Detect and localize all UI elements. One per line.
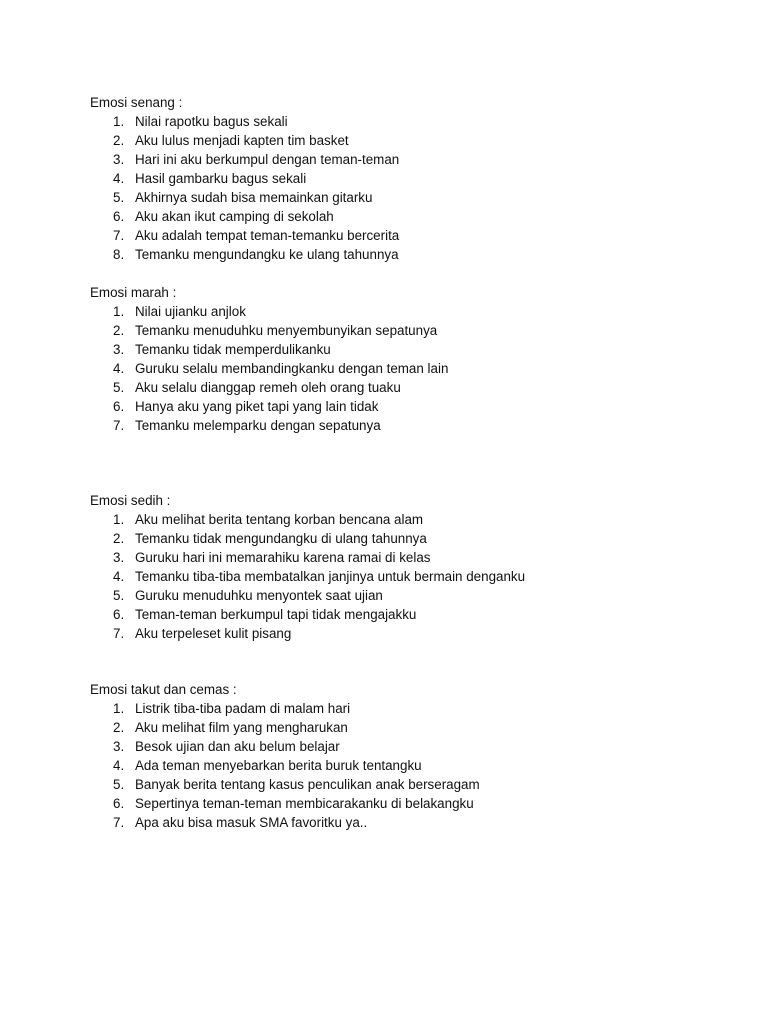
list-item [90, 794, 710, 813]
list-number: 2. [113, 323, 125, 338]
list-number: 2. [113, 133, 125, 148]
section-title: Emosi senang : [90, 95, 183, 110]
section-title: Emosi sedih : [90, 493, 171, 508]
list-text: Temanku mengundangku ke ulang tahunnya [135, 247, 399, 262]
section-emosi-marah [90, 283, 710, 435]
section-emosi-takut-dan-cemas [90, 680, 710, 832]
list-text: Hari ini aku berkumpul dengan teman-teman [135, 152, 400, 167]
list-number: 4. [113, 569, 125, 584]
list-number: 7. [113, 228, 125, 243]
list-item [90, 226, 710, 245]
list-number: 5. [113, 380, 125, 395]
list-number: 4. [113, 361, 125, 376]
list-item [90, 131, 710, 150]
list-item [90, 340, 710, 359]
list-number: 6. [113, 209, 125, 224]
list-item [90, 529, 710, 548]
list-number: 3. [113, 342, 125, 357]
list-item [90, 397, 710, 416]
list-item [90, 756, 710, 775]
numbered-list [90, 302, 710, 435]
list-number: 6. [113, 796, 125, 811]
list-item [90, 302, 710, 321]
list-number: 7. [113, 626, 125, 641]
list-number: 3. [113, 152, 125, 167]
list-text: Aku melihat film yang mengharukan [135, 720, 348, 735]
list-text: Listrik tiba-tiba padam di malam hari [135, 701, 351, 716]
list-item [90, 775, 710, 794]
list-text: Hanya aku yang piket tapi yang lain tidak [135, 399, 379, 414]
list-number: 2. [113, 720, 125, 735]
list-item [90, 150, 710, 169]
list-text: Guruku menuduhku menyontek saat ujian [135, 588, 383, 603]
numbered-list [90, 510, 710, 643]
list-item [90, 699, 710, 718]
list-number: 7. [113, 815, 125, 830]
list-text: Temanku tidak memperdulikanku [135, 342, 331, 357]
list-number: 3. [113, 550, 125, 565]
list-text: Teman-teman berkumpul tapi tidak mengajakku [135, 607, 417, 622]
list-number: 1. [113, 701, 125, 716]
list-text: Ada teman menyebarkan berita buruk tentangku [135, 758, 422, 773]
list-text: Sepertinya teman-teman membicarakanku di belakangku [135, 796, 474, 811]
list-text: Guruku hari ini memarahiku karena ramai di kelas [135, 550, 431, 565]
list-text: Banyak berita tentang kasus penculikan anak berseragam [135, 777, 480, 792]
section-title: Emosi takut dan cemas : [90, 682, 237, 697]
list-number: 1. [113, 304, 125, 319]
list-item [90, 378, 710, 397]
section-title: Emosi marah : [90, 285, 177, 300]
list-item [90, 510, 710, 529]
list-text: Temanku tidak mengundangku di ulang tahunnya [135, 531, 427, 546]
list-text: Aku lulus menjadi kapten tim basket [135, 133, 349, 148]
list-number: 4. [113, 171, 125, 186]
list-text: Nilai ujianku anjlok [135, 304, 246, 319]
list-number: 7. [113, 418, 125, 433]
section-emosi-sedih [90, 491, 710, 643]
list-item [90, 112, 710, 131]
list-text: Besok ujian dan aku belum belajar [135, 739, 340, 754]
list-number: 5. [113, 588, 125, 603]
list-text: Hasil gambarku bagus sekali [135, 171, 307, 186]
list-item [90, 586, 710, 605]
list-number: 6. [113, 399, 125, 414]
numbered-list [90, 112, 710, 264]
list-text: Temanku tiba-tiba membatalkan janjinya untuk bermain denganku [135, 569, 526, 584]
list-number: 5. [113, 190, 125, 205]
list-item [90, 737, 710, 756]
list-text: Akhirnya sudah bisa memainkan gitarku [135, 190, 373, 205]
list-item [90, 718, 710, 737]
list-item [90, 321, 710, 340]
list-number: 6. [113, 607, 125, 622]
list-item [90, 188, 710, 207]
list-text: Guruku selalu membandingkanku dengan teman lain [135, 361, 449, 376]
list-item [90, 567, 710, 586]
list-text: Nilai rapotku bagus sekali [135, 114, 288, 129]
list-item [90, 624, 710, 643]
list-text: Aku melihat berita tentang korban bencana alam [135, 512, 424, 527]
list-item [90, 245, 710, 264]
list-text: Temanku menuduhku menyembunyikan sepatunya [135, 323, 438, 338]
list-item [90, 416, 710, 435]
list-item [90, 548, 710, 567]
list-text: Apa aku bisa masuk SMA favoritku ya.. [135, 815, 368, 830]
list-item [90, 813, 710, 832]
section-emosi-senang [90, 93, 710, 264]
list-text: Aku adalah tempat teman-temanku bercerita [135, 228, 400, 243]
list-item [90, 207, 710, 226]
list-number: 1. [113, 512, 125, 527]
list-text: Aku akan ikut camping di sekolah [135, 209, 334, 224]
list-text: Aku terpeleset kulit pisang [135, 626, 292, 641]
list-item [90, 359, 710, 378]
numbered-list [90, 699, 710, 832]
list-number: 3. [113, 739, 125, 754]
list-number: 4. [113, 758, 125, 773]
list-number: 1. [113, 114, 125, 129]
list-item [90, 169, 710, 188]
list-number: 5. [113, 777, 125, 792]
list-number: 2. [113, 531, 125, 546]
list-text: Temanku melemparku dengan sepatunya [135, 418, 381, 433]
list-item [90, 605, 710, 624]
list-number: 8. [113, 247, 125, 262]
list-text: Aku selalu dianggap remeh oleh orang tuaku [135, 380, 401, 395]
